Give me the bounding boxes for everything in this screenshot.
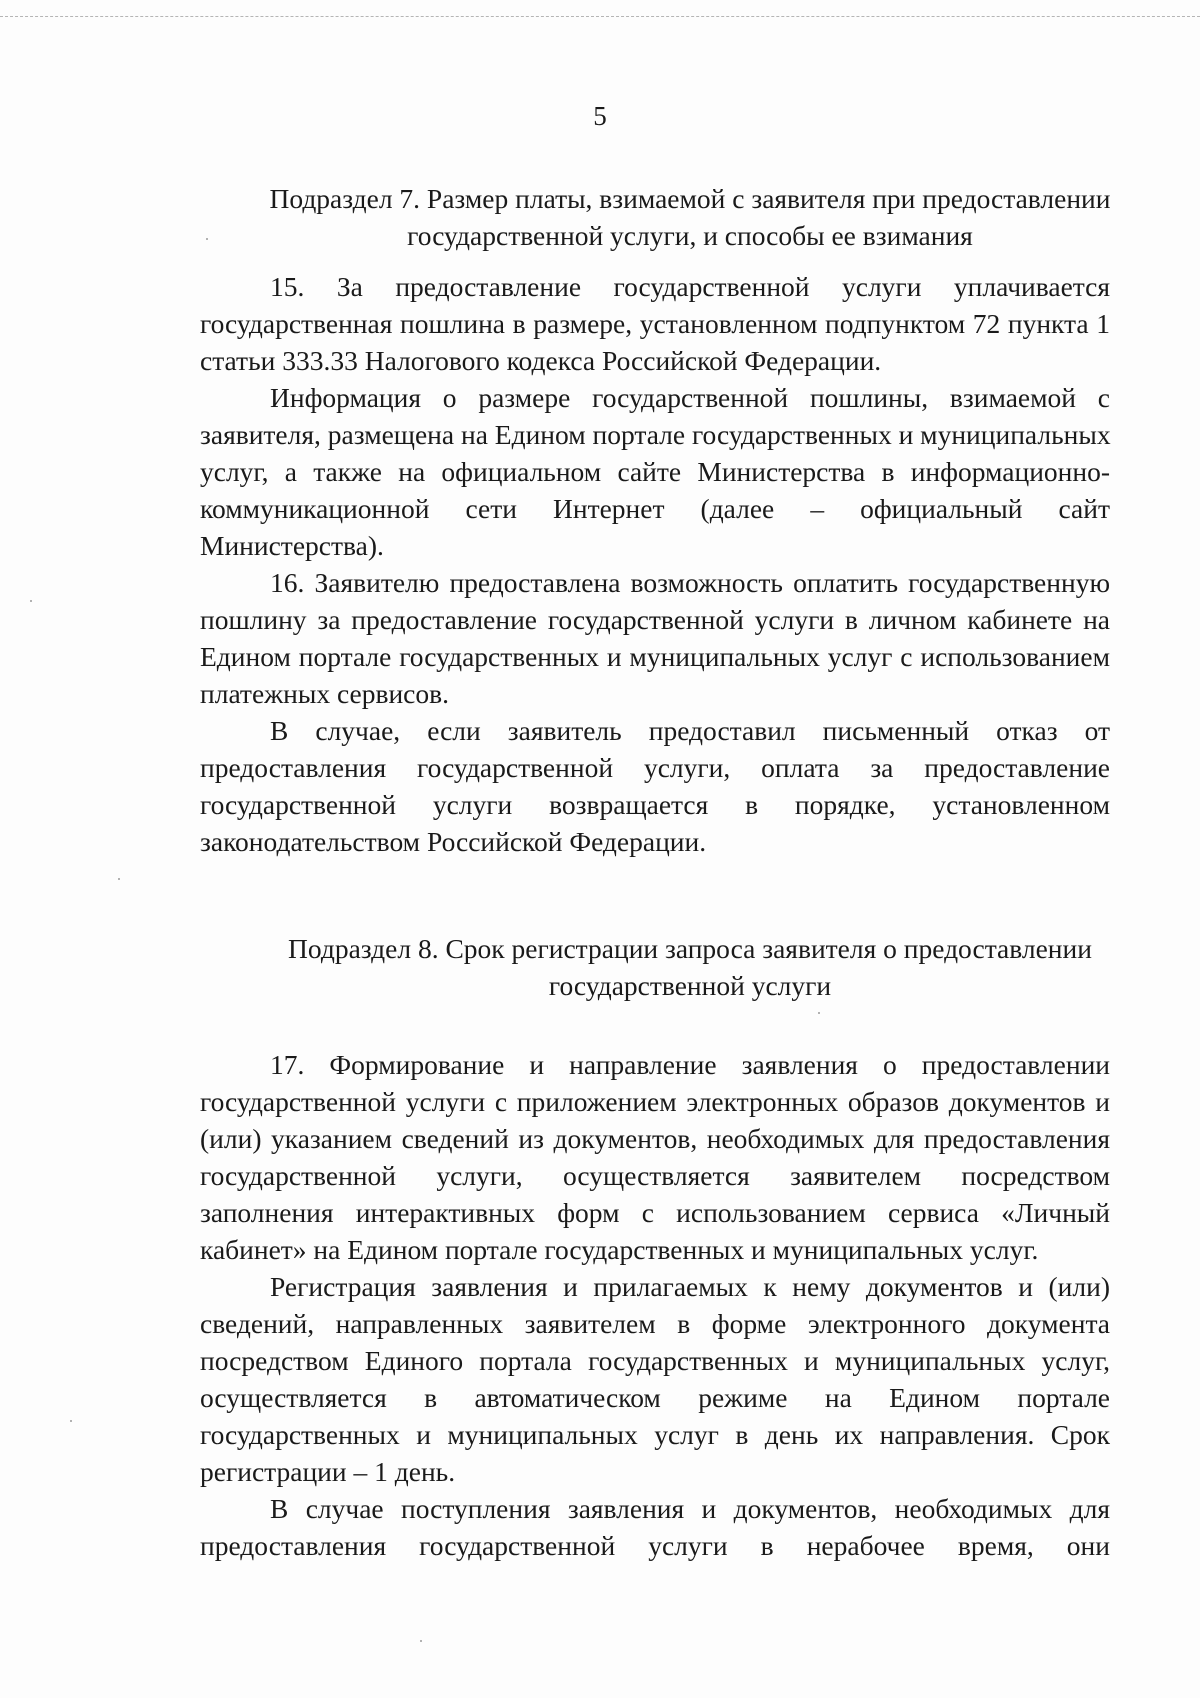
text-line: государственных и муниципальных услуг в день их направления. Срок <box>200 1419 1110 1450</box>
text-line: государственной услуги с приложением электронных образов документов и <box>200 1086 1110 1117</box>
text-line: пошлину за предоставление государственной услуги в личном кабинете на <box>200 604 1110 635</box>
section-7-heading <box>250 180 1130 254</box>
text-line: предоставления государственной услуги, оплата за предоставление <box>200 752 1110 783</box>
scan-speck <box>420 1640 422 1642</box>
paragraph-nonworking-time <box>200 1490 1110 1564</box>
text-line: (или) указанием сведений из документов, необходимых для предоставления <box>200 1123 1110 1154</box>
text-line: услуг, а также на официальном сайте Министерства в информационно- <box>200 456 1110 487</box>
scan-speck <box>118 878 120 880</box>
text-line: кабинет» на Едином портале государственных и муниципальных услуг. <box>200 1234 1039 1265</box>
text-line: Министерства). <box>200 530 384 561</box>
text-line: Едином портале государственных и муниципальных услуг с использованием <box>200 641 1110 672</box>
text-line: осуществляется в автоматическом режиме на Едином портале <box>200 1382 1110 1413</box>
heading-line: государственной услуги, и способы ее взимания <box>407 220 973 251</box>
page-number: 5 <box>593 101 607 131</box>
text-line: Информация о размере государственной пошлины, взимаемой с <box>270 382 1110 413</box>
text-line: государственной услуги, осуществляется заявителем посредством <box>200 1160 1110 1191</box>
scan-top-edge <box>0 16 1200 17</box>
text-line: статьи 333.33 Налогового кодекса Российской Федерации. <box>200 345 882 376</box>
section-7-body <box>200 268 1110 860</box>
text-line: государственной услуги возвращается в порядке, установленном <box>200 789 1110 820</box>
section-8-body <box>200 1046 1110 1564</box>
text-line: государственная пошлина в размере, установленном подпунктом 72 пункта 1 <box>200 308 1110 339</box>
text-line: 16. Заявителю предоставлена возможность оплатить государственную <box>270 567 1110 598</box>
heading-line: Подраздел 7. Размер платы, взимаемой с заявителя при предоставлении <box>269 183 1111 214</box>
paragraph-registration <box>200 1268 1110 1490</box>
heading-line: Подраздел 8. Срок регистрации запроса заявителя о предоставлении <box>288 933 1092 964</box>
text-line: законодательством Российской Федерации. <box>200 826 707 857</box>
text-line: предоставления государственной услуги в нерабочее время, они <box>200 1530 1110 1561</box>
paragraph-17 <box>200 1046 1110 1268</box>
paragraph-15 <box>200 268 1110 379</box>
text-line: сведений, направленных заявителем в форме электронного документа <box>200 1308 1110 1339</box>
text-line: 17. Формирование и направление заявления о предоставлении <box>270 1049 1110 1080</box>
text-line: заявителя, размещена на Едином портале государственных и муниципальных <box>200 419 1111 450</box>
text-line: посредством Единого портала государственных и муниципальных услуг, <box>200 1345 1110 1376</box>
scan-speck <box>818 1012 820 1014</box>
heading-line: государственной услуги <box>548 970 832 1001</box>
text-line: Регистрация заявления и прилагаемых к нему документов и (или) <box>270 1271 1110 1302</box>
text-line: В случае поступления заявления и документов, необходимых для <box>270 1493 1110 1524</box>
paragraph-16 <box>200 564 1110 712</box>
paragraph-refund <box>200 712 1110 860</box>
text-line: 15. За предоставление государственной услуги уплачивается <box>270 271 1110 302</box>
text-line: заполнения интерактивных форм с использованием сервиса «Личный <box>200 1197 1110 1228</box>
text-line: коммуникационной сети Интернет (далее – официальный сайт <box>200 493 1110 524</box>
text-line: регистрации – 1 день. <box>200 1456 456 1487</box>
section-8-heading <box>250 930 1130 1004</box>
text-line: платежных сервисов. <box>200 678 449 709</box>
scan-speck <box>30 600 32 602</box>
text-line: В случае, если заявитель предоставил письменный отказ от <box>270 715 1110 746</box>
scan-speck <box>70 1420 72 1422</box>
scan-speck <box>206 238 208 240</box>
paragraph-info <box>200 379 1110 564</box>
